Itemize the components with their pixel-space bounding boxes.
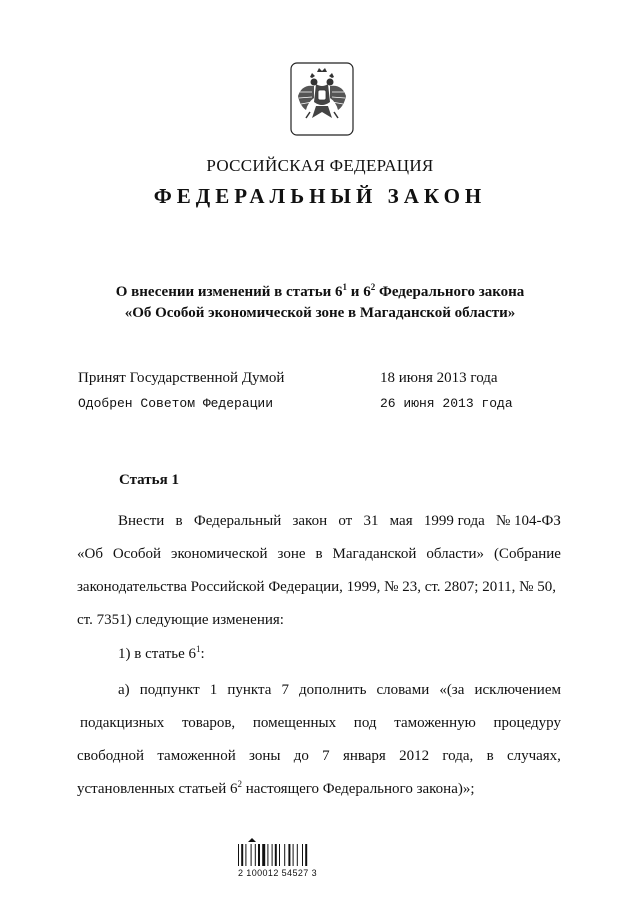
duma-adoption-label: Принят Государственной Думой <box>78 370 285 386</box>
law-type-title: ФЕДЕРАЛЬНЫЙ ЗАКОН <box>153 184 487 208</box>
coat-of-arms-emblem <box>290 62 354 136</box>
duma-adoption-date: 18 июня 2013 года <box>380 370 498 386</box>
council-approval-date: 26 июня 2013 года <box>380 396 513 411</box>
barcode <box>236 838 336 868</box>
article-paragraph-line-3: законодательства Российской Федерации, 1999, № 23, ст. 2807; 2011, № 50, <box>77 579 556 595</box>
article-paragraph-line-1: Внести в Федеральный закон от 31 мая 1999 года № 104-ФЗ <box>118 513 561 529</box>
barcode-number: 2 100012 54527 3 <box>238 868 317 878</box>
law-title-line1: О внесении изменений в статьи $6^1$ и $6^2$ Федерального закона <box>115 282 525 300</box>
article-paragraph-line-2: «Об Особой экономической зоне в Магаданской области» (Собрание <box>77 546 561 562</box>
article-heading: Статья 1 <box>119 472 179 488</box>
subitem-a-line-1: а) подпункт 1 пункта 7 дополнить словами «(за исключением <box>118 682 561 698</box>
subitem-a-line-3: свободной таможенной зоны до 7 января 2012 года, в случаях, <box>77 748 561 764</box>
subitem-a-line-4: установленных статьей $6^2$ настоящего Федерального закона)»; <box>77 779 475 797</box>
law-title-line2: «Об Особой экономической зоне в Магаданской области» <box>124 305 516 321</box>
council-approval-label: Одобрен Советом Федерации <box>78 396 274 411</box>
article-paragraph-line-4: ст. 7351) следующие изменения: <box>77 612 284 628</box>
article-item-1: 1) в статье $6^1$: <box>118 644 205 662</box>
country-name: РОССИЙСКАЯ ФЕДЕРАЦИЯ <box>206 156 434 175</box>
subitem-a-line-2: подакцизных товаров, помещенных под таможенную процедуру <box>80 715 561 731</box>
law-title <box>0 282 640 324</box>
